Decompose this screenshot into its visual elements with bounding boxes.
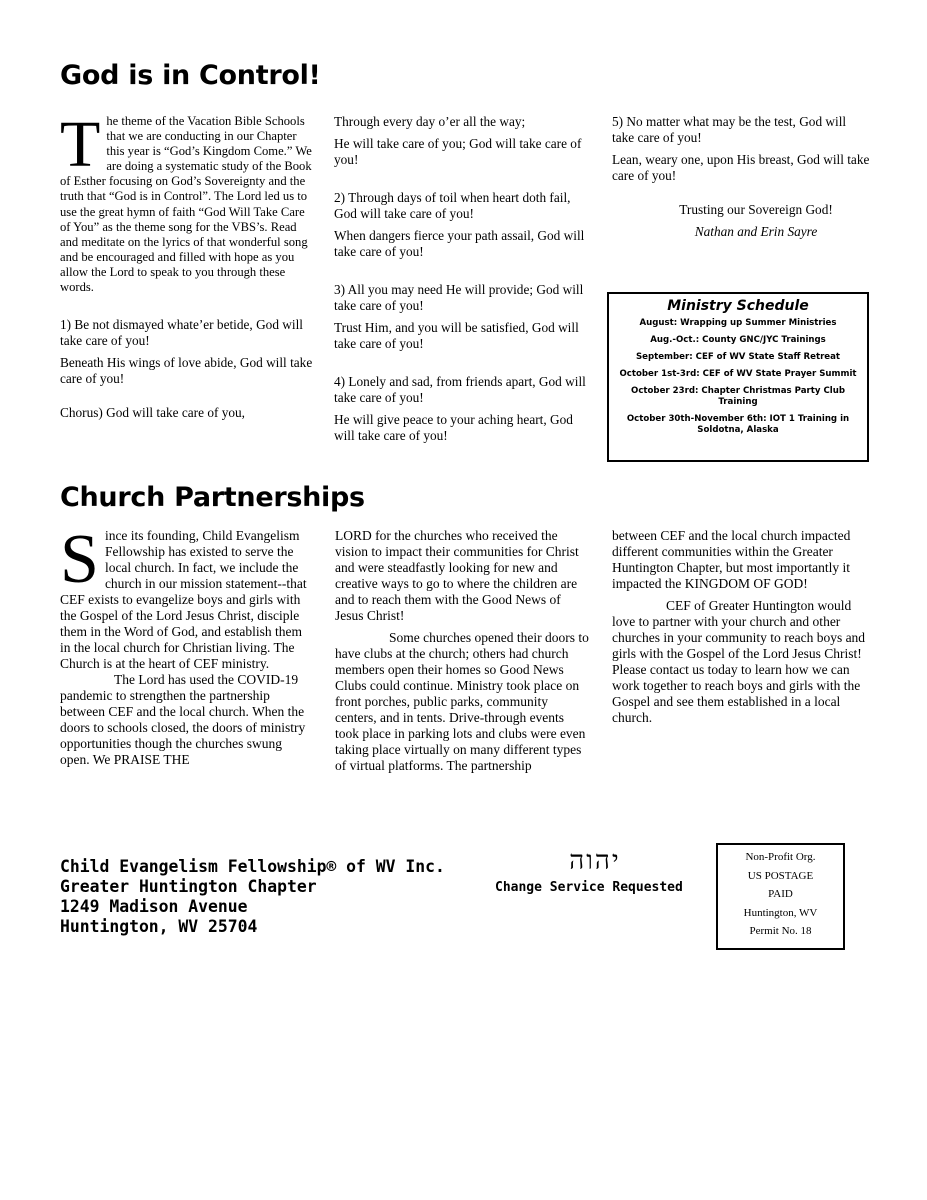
schedule-item: September: CEF of WV State Staff Retreat [635,352,841,362]
verse3-line1: 3) All you may need He will provide; God will take care of you! [334,282,584,313]
intro-paragraph [60,108,315,295]
section1-column-3 [612,114,870,240]
partnership-paragraph-6: CEF of Greater Huntington would love to partner with your church and other churches in your community to reach boys and girls with the Gospel of the Lord Jesus Christ! Please contact us today to learn how we can work together to reach boys and girls with the Gospel and see them established in a local church. [612,598,866,725]
schedule-item: August: Wrapping up Summer Ministries [639,318,837,328]
partnership-paragraph-5: between CEF and the local church impacted different communities within the Greater Huntington Chapter, but most importantly it impacted the KINGDOM OF GOD! [612,528,851,591]
section1-column-1 [60,108,315,421]
verse1-line1: 1) Be not dismayed whate’er betide, God will take care of you! [60,317,303,349]
address-line: Child Evangelism Fellowship® of WV Inc. [60,857,445,876]
address-line: Huntington, WV 25704 [60,917,258,936]
verse5-line1: 5) No matter what may be the test, God will take care of you! [612,114,847,145]
signature: Nathan and Erin Sayre [694,224,818,239]
verse2-line2: When dangers fierce your path assail, God will take care of you! [334,228,585,259]
section2-column-1 [60,521,313,768]
verse1-line2: Beneath His wings of love abide, God will take care of you! [60,355,313,387]
verse4-line1: 4) Lonely and sad, from friends apart, God will take care of you! [334,374,586,405]
hebrew-tetragrammaton: יהוה [569,846,621,876]
partnership-paragraph-2: The Lord has used the COVID-19 pandemic to strengthen the partnership between CEF and the local church. When the doors to schools closed, the doors of ministry opportunities though the churches swung open. We PRAISE THE [60,672,306,767]
ministry-schedule-box [607,292,869,462]
schedule-item: Aug.-Oct.: County GNC/JYC Trainings [650,335,826,345]
permit-line: PAID [768,888,793,900]
change-service-requested: Change Service Requested [495,880,683,895]
schedule-item: October 30th-November 6th: IOT 1 Training in Soldotna, Alaska [626,414,850,435]
chorus-line3: He will take care of you; God will take care of you! [334,136,582,167]
dropcap-s: S [60,521,99,598]
partnership-paragraph-3: LORD for the churches who received the vision to impact their communities for Christ and were steadfastly looking for new and creative ways to go to where the children are and to reach them with the Good News of Jesus Christ! [335,528,579,623]
return-address [60,857,445,937]
intro-text: he theme of the Vacation Bible Schools that we are conducting in our Chapter this year is “God’s Kingdom Come.” We are doing a systematic study of the Book of Esther focusing on God’s Sovereignty and the truth that “God is in Control”. The Lord led us to use the great hymn of faith “God Will Take Care of You” as the theme song for the VBS’s. Read and meditate on the lyrics of that wonderful song and be encouraged and filled with hope as you allow the Lord to speak to you through these words. [60,114,312,295]
permit-line: Non-Profit Org. [745,851,816,863]
partnership-paragraph-1 [60,521,313,672]
schedule-title: Ministry Schedule [667,298,809,314]
address-line: 1249 Madison Avenue [60,897,248,916]
closing-line: Trusting our Sovereign God! [679,202,833,217]
section2-column-2 [335,528,590,774]
heading-church-partnerships: Church Partnerships [60,482,365,513]
verse5-line2: Lean, weary one, upon His breast, God will take care of you! [612,152,870,183]
schedule-item: October 1st-3rd: CEF of WV State Prayer Summit [619,369,857,379]
permit-line: Huntington, WV [743,906,818,919]
verse3-line2: Trust Him, and you will be satisfied, God will take care of you! [334,320,579,351]
schedule-item: October 23rd: Chapter Christmas Party Club Training [631,386,845,407]
section2-column-3 [612,528,869,726]
chorus-line1: Chorus) God will take care of you, [60,405,246,421]
verse4-line2: He will give peace to your aching heart, God will take care of you! [334,412,573,443]
partnership-text-1: ince its founding, Child Evangelism Fellowship has existed to serve the local church. In fact, we include the church in our mission statement--that CEF exists to evangelize boys and girls with the Gospel of the Lord Jesus Christ, disciple them in the Word of God, and establish them in the local church for Christian living. The Church is at the heart of CEF ministry. [60,528,307,671]
section1-column-2 [334,114,596,444]
verse2-line1: 2) Through days of toil when heart doth fail, God will take care of you! [334,190,571,221]
postage-permit-box [716,843,845,950]
partnership-paragraph-4: Some churches opened their doors to have clubs at the church; others had church members open their homes so Good News Clubs could continue. Ministry took place on front porches, public parks, community centers, and in tents. Drive-through events took place in parking lots and clubs were even taking place virtually on many different types of virtual platforms. The partnership [335,630,589,773]
heading-god-is-in-control: God is in Control! [60,60,321,91]
chorus-line2: Through every day o’er all the way; [334,114,526,129]
permit-line: Permit No. 18 [749,925,812,937]
dropcap-t: T [60,108,101,181]
address-line: Greater Huntington Chapter [60,877,317,896]
permit-line: US POSTAGE [747,869,814,882]
